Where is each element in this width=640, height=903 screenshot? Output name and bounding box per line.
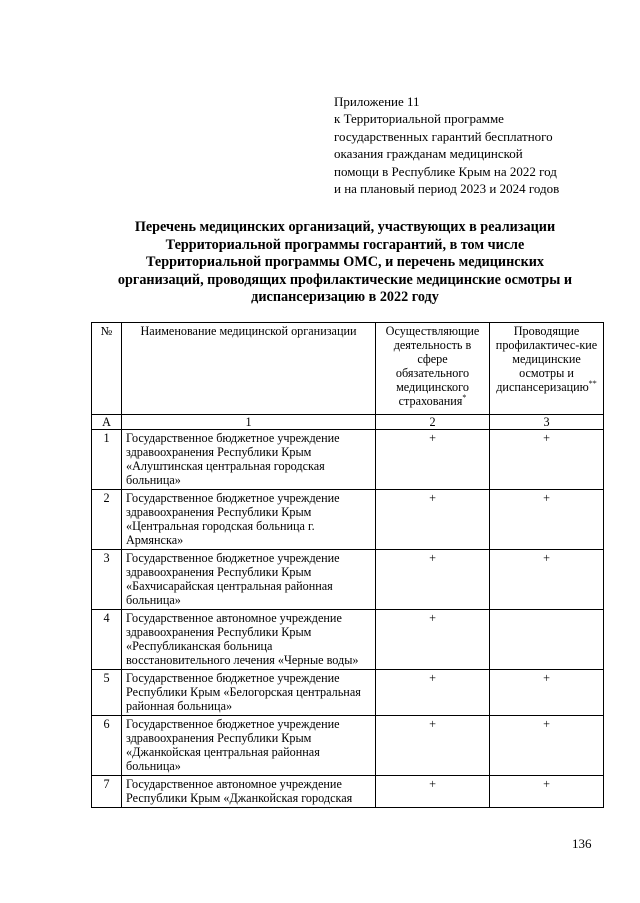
organizations-table: [91, 322, 604, 808]
title-line: организаций, проводящих профилактические медицинские осмотры и: [117, 271, 573, 288]
row-oms: +: [376, 716, 490, 776]
row-num: 7: [92, 776, 122, 808]
row-prof: +: [490, 716, 604, 776]
header-oms-mark: *: [462, 392, 467, 402]
table-index-row: [92, 415, 604, 430]
row-name: Государственное бюджетное учреждение здравоохранения Республики Крым «Алуштинская центральная городская больница»: [122, 430, 376, 490]
row-prof: +: [490, 430, 604, 490]
table-row: [92, 716, 604, 776]
row-oms: +: [376, 776, 490, 808]
document-title: [80, 219, 610, 307]
appendix-line: оказания гражданам медицинской: [334, 146, 523, 162]
title-line: Перечень медицинских организаций, участвующих в реализации: [134, 219, 556, 235]
index-cell: 2: [376, 415, 490, 430]
index-cell: 3: [490, 415, 604, 430]
title-line: Территориальной программы ОМС, и перечень медицинских: [145, 254, 545, 270]
index-cell: 1: [122, 415, 376, 430]
row-num: 2: [92, 490, 122, 550]
row-name: Государственное бюджетное учреждение здравоохранения Республики Крым «Бахчисарайская центральная районная больница»: [122, 550, 376, 610]
row-num: 3: [92, 550, 122, 610]
appendix-note: [334, 93, 624, 197]
table-row: [92, 550, 604, 610]
row-oms: +: [376, 550, 490, 610]
table-row: [92, 430, 604, 490]
row-name: Государственное автономное учреждение Республики Крым «Джанкойская городская: [122, 776, 376, 808]
row-num: 5: [92, 670, 122, 716]
title-line: Территориальной программы госгарантий, в том числе: [165, 236, 525, 253]
row-prof: +: [490, 550, 604, 610]
title-line: диспансеризацию в 2022 году: [251, 289, 439, 305]
index-cell: А: [92, 415, 122, 430]
row-prof: +: [490, 670, 604, 716]
appendix-line: и на плановый период 2023 и 2024 годов: [334, 181, 560, 197]
appendix-line: помощи в Республике Крым на 2022 год: [334, 163, 557, 179]
row-name: Государственное автономное учреждение здравоохранения Республики Крым «Республиканская больница восстановительного лечения «Черные воды»: [122, 610, 376, 670]
header-prof-text: Проводящие профилактичес-кие медицинские осмотры и диспансеризацию: [495, 324, 598, 394]
row-name: Государственное бюджетное учреждение здравоохранения Республики Крым «Джанкойская центральная районная больница»: [122, 716, 376, 776]
row-num: 6: [92, 716, 122, 776]
table-row: [92, 610, 604, 670]
row-prof: +: [490, 776, 604, 808]
header-oms: [376, 323, 490, 415]
header-num: №: [92, 323, 122, 415]
header-prof-mark: **: [588, 378, 597, 388]
row-oms: +: [376, 430, 490, 490]
row-num: 4: [92, 610, 122, 670]
appendix-line: к Территориальной программе: [334, 111, 504, 127]
header-oms-text: Осуществляющие деятельность в сфере обязательного медицинского страхования: [385, 324, 480, 408]
row-name: Государственное бюджетное учреждение Республики Крым «Белогорская центральная районная больница»: [122, 670, 376, 716]
header-prof: [490, 323, 604, 415]
row-prof: +: [490, 490, 604, 550]
row-prof: [490, 610, 604, 670]
appendix-line: Приложение 11: [334, 94, 420, 109]
header-name: Наименование медицинской организации: [122, 323, 376, 415]
table-row: [92, 776, 604, 808]
table-row: [92, 490, 604, 550]
row-num: 1: [92, 430, 122, 490]
row-oms: +: [376, 610, 490, 670]
appendix-line: государственных гарантий бесплатного: [334, 128, 553, 144]
row-name: Государственное бюджетное учреждение здравоохранения Республики Крым «Центральная городская больница г. Армянска»: [122, 490, 376, 550]
table-row: [92, 670, 604, 716]
page-number: 136: [572, 836, 592, 851]
row-oms: +: [376, 670, 490, 716]
table-header-row: [92, 323, 604, 415]
row-oms: +: [376, 490, 490, 550]
